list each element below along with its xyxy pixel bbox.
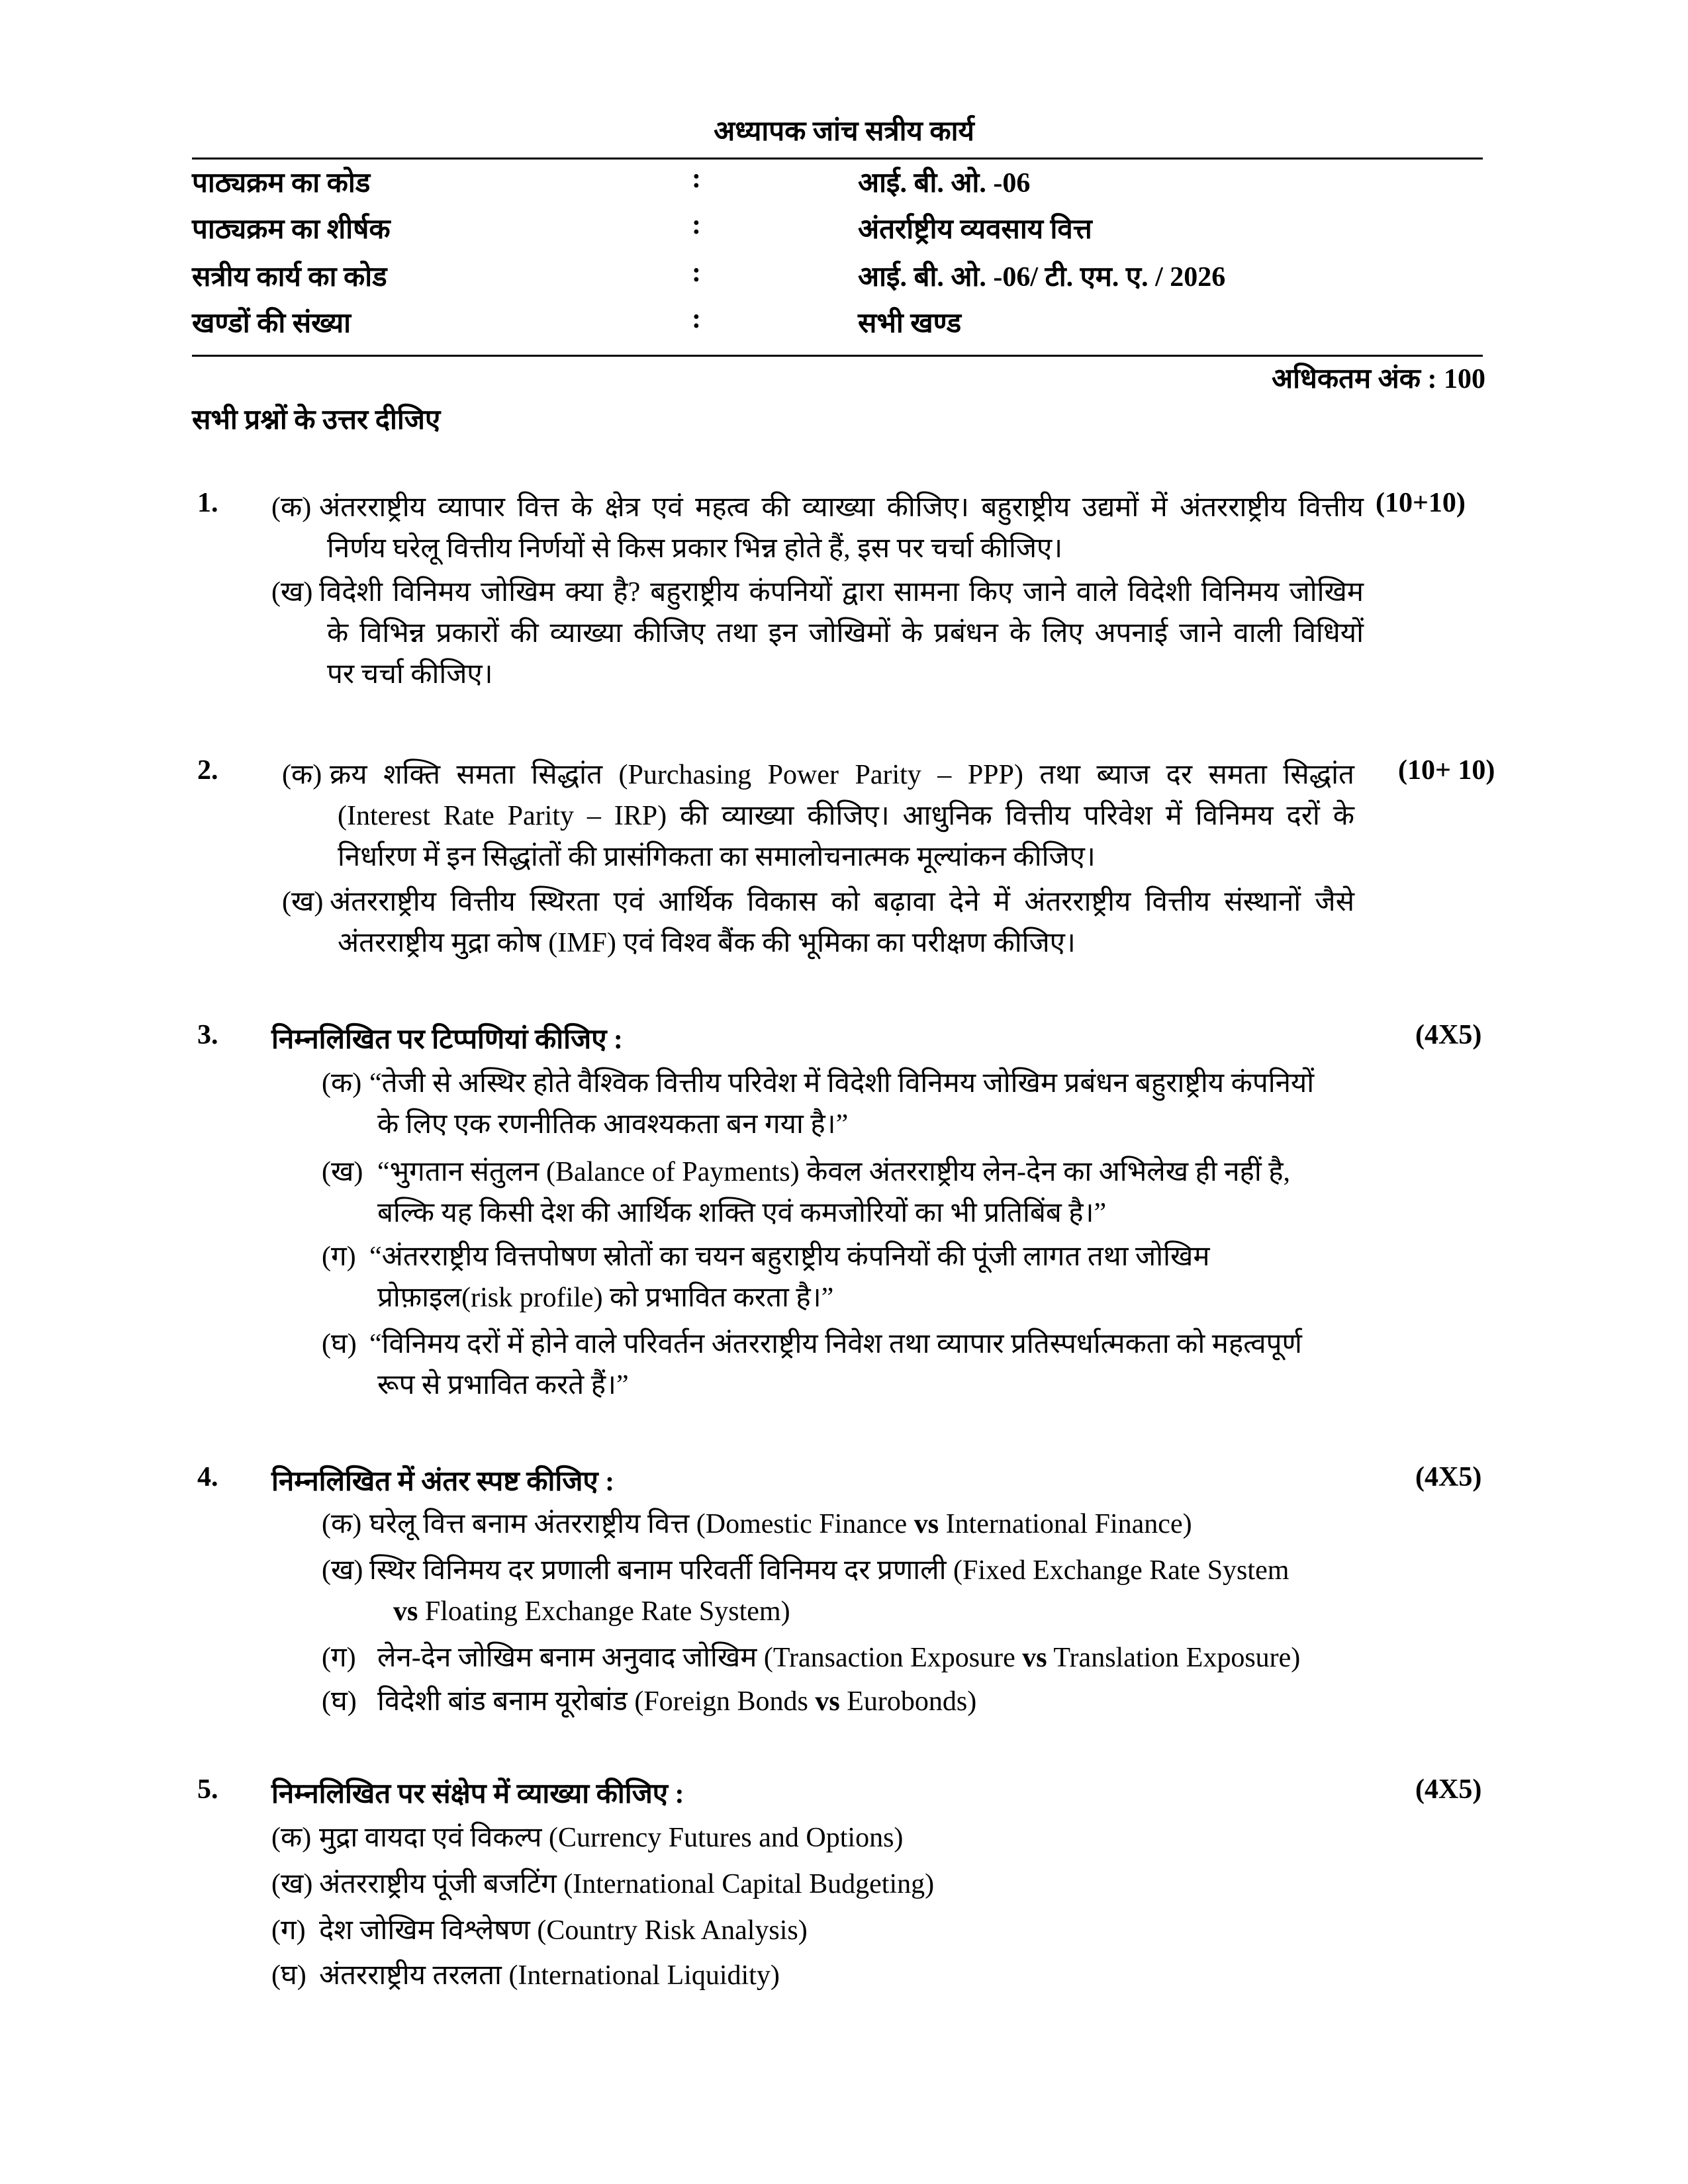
part-text: मुद्रा वायदा एवं विकल्प (Currency Futures and Options) (319, 1823, 904, 1853)
course-code-colon: : (692, 163, 701, 194)
part-label: (ख) (322, 1555, 363, 1586)
part-line: अंतरराष्ट्रीय व्यापार वित्त के क्षेत्र एवं महत्व की व्याख्या कीजिए। बहुराष्ट्रीय उद्यमों में अंतरराष्ट्रीय वित्तीय (319, 492, 1364, 523)
assignment-code-row (192, 257, 1483, 303)
assignment-code-colon: : (692, 257, 701, 288)
part-label: (ग) (322, 1242, 356, 1272)
course-title-label: पाठ्यक्रम का शीर्षक (192, 214, 391, 245)
instruction: सभी प्रश्नों के उत्तर दीजिए (192, 405, 441, 435)
part-line: स्थिर विनिमय दर प्रणाली बनाम परिवर्ती विनिमय दर प्रणाली (Fixed Exchange Rate System (369, 1555, 1289, 1586)
part-text: Floating Exchange Rate System) (418, 1596, 790, 1627)
part-label: (घ) (322, 1686, 357, 1717)
part-label: (घ) (322, 1329, 357, 1359)
vs-keyword: vs (393, 1596, 418, 1627)
part-label: (घ) (271, 1960, 306, 1991)
part-text: घरेलू वित्त बनाम अंतरराष्ट्रीय वित्त (Domestic Finance (369, 1509, 914, 1539)
vs-keyword: vs (914, 1509, 939, 1539)
part-label: (क) (322, 1509, 362, 1539)
part-line: अंतरराष्ट्रीय मुद्रा कोष (IMF) एवं विश्व बैंक की भूमिका का परीक्षण कीजिए। (338, 928, 1076, 958)
part-text: विदेशी बांड बनाम यूरोबांड (Foreign Bonds (377, 1686, 816, 1717)
blocks-count-value: सभी खण्ड (858, 308, 962, 339)
blocks-count-label: खण्डों की संख्या (192, 308, 351, 339)
course-title-colon: : (692, 210, 701, 240)
header-rule-top (192, 158, 1483, 159)
part-line: विदेशी विनिमय जोखिम क्या है? बहुराष्ट्रीय कंपनियों द्वारा सामना किए जाने वाले विदेशी विनिमय जोखिम (319, 577, 1364, 608)
part-line: (Interest Rate Parity – IRP) की व्याख्या कीजिए। आधुनिक वित्तीय परिवेश में विनिमय दरों के (338, 801, 1354, 831)
part-label: (ख) (322, 1157, 363, 1187)
page-title: अध्यापक जांच सत्रीय कार्य (714, 116, 974, 147)
part-line: “अंतरराष्ट्रीय वित्तपोषण स्रोतों का चयन बहुराष्ट्रीय कंपनियों की पूंजी लागत तथा जोखिम (369, 1242, 1210, 1272)
part-label: (ख) (271, 1869, 313, 1899)
question-3-heading: निम्नलिखित पर टिप्पणियां कीजिए : (271, 1024, 623, 1055)
question-3-number: 3. (197, 1020, 218, 1050)
assignment-code-value: आई. बी. ओ. -06/ टी. एम. ए. / 2026 (858, 262, 1226, 293)
question-4-heading: निम्नलिखित में अंतर स्पष्ट कीजिए : (271, 1467, 615, 1497)
part-label: (ख) (271, 577, 313, 608)
part-label: (ग) (322, 1643, 356, 1673)
part-text: Translation Exposure) (1047, 1643, 1301, 1673)
course-title-row (192, 209, 1483, 255)
question-1-number: 1. (197, 488, 218, 518)
part-line: रूप से प्रभावित करते हैं।” (377, 1370, 629, 1400)
part-line: निर्धारण में इन सिद्धांतों की प्रासंगिकता का समालोचनात्मक मूल्यांकन कीजिए। (338, 842, 1096, 872)
vs-keyword: vs (815, 1686, 840, 1717)
course-title-value: अंतर्राष्ट्रीय व्यवसाय वित्त (858, 214, 1092, 245)
assignment-code-label: सत्रीय कार्य का कोड (192, 262, 387, 293)
part-line: क्रय शक्ति समता सिद्धांत (Purchasing Power Parity – PPP) तथा ब्याज दर समता सिद्धांत (330, 760, 1354, 790)
part-line: प्रोफ़ाइल(risk profile) को प्रभावित करता है।” (377, 1283, 834, 1313)
question-3-marks: (4X5) (1415, 1020, 1482, 1050)
part-label: (क) (271, 1823, 312, 1853)
vs-keyword: vs (1022, 1643, 1047, 1673)
part-line: बल्कि यह किसी देश की आर्थिक शक्ति एवं कमजोरियों का भी प्रतिबिंब है।” (377, 1198, 1107, 1228)
course-code-label: पाठ्यक्रम का कोड (192, 168, 371, 199)
header-rule-bottom (192, 355, 1483, 357)
part-label: (ग) (271, 1915, 306, 1946)
part-line: निर्णय घरेलू वित्तीय निर्णयों से किस प्रकार भिन्न होते हैं, इस पर चर्चा कीजिए। (327, 533, 1063, 564)
part-line: के लिए एक रणनीतिक आवश्यकता बन गया है।” (377, 1109, 849, 1140)
blocks-count-colon: : (692, 304, 701, 334)
part-text: लेन-देन जोखिम बनाम अनुवाद जोखिम (Transaction Exposure (377, 1643, 1023, 1673)
part-label: (ख) (282, 887, 324, 917)
part-label: (क) (282, 760, 322, 790)
part-line: पर चर्चा कीजिए। (327, 659, 493, 690)
part-line: “विनिमय दरों में होने वाले परिवर्तन अंतरराष्ट्रीय निवेश तथा व्यापार प्रतिस्पर्धात्मकता को महत्वपूर्ण (369, 1329, 1302, 1359)
part-text: अंतरराष्ट्रीय तरलता (International Liquidity) (319, 1960, 780, 1991)
part-line: अंतरराष्ट्रीय वित्तीय स्थिरता एवं आर्थिक विकास को बढ़ावा देने में अंतरराष्ट्रीय वित्तीय संस्थानों जैसे (330, 887, 1354, 917)
question-4-marks: (4X5) (1415, 1462, 1482, 1492)
question-5-heading: निम्नलिखित पर संक्षेप में व्याख्या कीजिए : (271, 1779, 684, 1809)
part-label: (क) (271, 492, 312, 523)
question-2-marks: (10+ 10) (1398, 755, 1495, 786)
part-line: के विभिन्न प्रकारों की व्याख्या कीजिए तथा इन जोखिमों के प्रबंधन के लिए अपनाई जाने वाली विधियों (327, 618, 1364, 649)
course-code-value: आई. बी. ओ. -06 (858, 168, 1031, 199)
part-text: International Finance) (939, 1509, 1192, 1539)
question-5-marks: (4X5) (1415, 1774, 1482, 1805)
part-line: “भुगतान संतुलन (Balance of Payments) केवल अंतरराष्ट्रीय लेन-देन का अभिलेख ही नहीं है, (377, 1157, 1291, 1187)
part-label: (क) (322, 1068, 362, 1099)
blocks-count-row (192, 303, 1483, 349)
question-4-number: 4. (197, 1462, 218, 1492)
question-5-number: 5. (197, 1774, 218, 1805)
question-2-number: 2. (197, 755, 218, 786)
part-text: अंतरराष्ट्रीय पूंजी बजटिंग (International Capital Budgeting) (319, 1869, 935, 1899)
part-text: देश जोखिम विश्लेषण (Country Risk Analysis) (319, 1915, 808, 1946)
question-1-marks: (10+10) (1376, 488, 1466, 518)
part-line: “तेजी से अस्थिर होते वैश्विक वित्तीय परिवेश में विदेशी विनिमय जोखिम प्रबंधन बहुराष्ट्रीय कंपनियों (369, 1068, 1315, 1099)
course-code-row (192, 163, 1483, 209)
part-text: Eurobonds) (839, 1686, 977, 1717)
max-marks: अधिकतम अंक : 100 (1272, 364, 1485, 394)
